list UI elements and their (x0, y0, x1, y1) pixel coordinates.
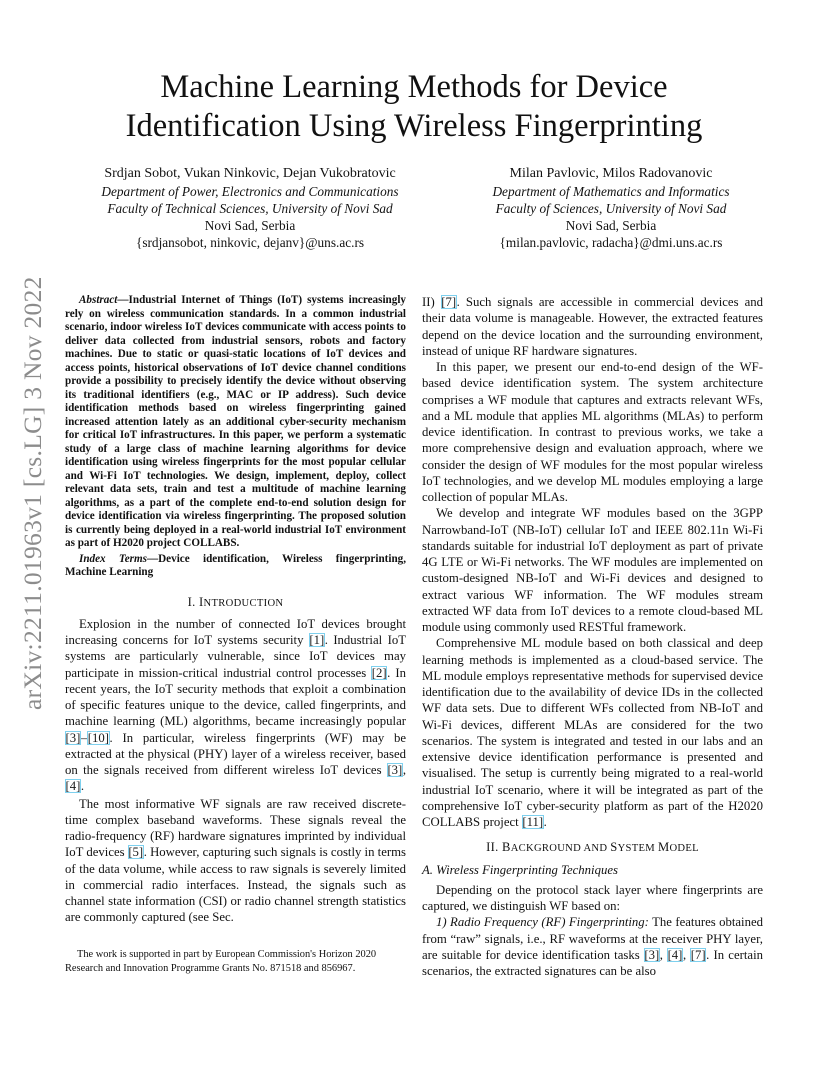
citation-link[interactable]: [1] (309, 633, 325, 647)
subsection-heading: A. Wireless Fingerprinting Techniques (422, 862, 618, 877)
section-heading-background: II. BACKGROUND AND SYSTEM MODEL (486, 840, 699, 855)
title-line-1: Machine Learning Methods for Device (160, 69, 668, 105)
author-faculty: Faculty of Technical Sciences, University of Novi Sad (107, 201, 393, 216)
right-paragraph-5: 1) Radio Frequency (RF) Fingerprinting: The features obtained from “raw” signals, i.e., RF waveforms at the receiver PHY layer, are suitable for device identification tasks [3], [4], [7]. In certain scenarios, the extracted signatures can be also (422, 915, 764, 978)
author-email: {milan.pavlovic, radacha}@dmi.uns.ac.rs (499, 235, 723, 250)
index-terms (65, 553, 406, 580)
intro-paragraph-1: Explosion in the number of connected IoT devices brought increasing concerns for IoT systems security [1]. Industrial IoT systems are particularly vulnerable, since IoT devices may participate in mission-critical industrial control processes [2]. In recent years, the IoT security methods that exploit a combination of specific features unique to the device, called fingerprints, and machine learning (ML) algorithms, became increasingly popular [3]–[10]. In particular, wireless fingerprints (WF) may be extracted at the physical (PHY) layer of a wireless receiver, based on the signals received from different wireless IoT devices [3], [4]. (65, 616, 407, 794)
abstract-text: —Industrial Internet of Things (IoT) systems increasingly rely on wireless communication standards. In a common industrial scenario, indoor wireless IoT devices communicate with access points to deliver data collected from industrial sensors, robots and factory machines. Due to static or quasi-static locations of IoT devices and access points, historical observations of IoT device channel conditions provide a possibility to precisely identify the device without observing its traditional identifiers (e.g., MAC or IP address). Such device identification methods based on wireless fingerprinting gained increased attention lately as an additional cyber-security mechanism for critical IoT infrastructures. In this paper, we perform a systematic study of a large class of machine learning algorithms for device identification using wireless fingerprints for the most popular cellular and Wi-Fi IoT technologies. We design, implement, deploy, collect relevant data sets, train and test a multitude of machine learning algorithms, as a part of the complete end-to-end solution design for device identification via wireless fingerprinting. The proposed solution is currently being deployed in a real-world industrial IoT environment as part of H2020 project COLLABS. (65, 294, 406, 549)
author-names: Milan Pavlovic, Milos Radovanovic (509, 166, 713, 181)
title-line-2: Identification Using Wireless Fingerprinting (125, 108, 703, 144)
left-column (65, 294, 406, 926)
right-paragraph-2: We develop and integrate WF modules based on the 3GPP Narrowband-IoT (NB-IoT) cellular IoT and IEEE 802.11n Wi-Fi standards suitable for industrial IoT deployment as part of private 4G LTE or Wi-Fi networks. The WF modules are implemented on custom-designed NB-IoT and Wi-Fi devices and designed to extract various WF information. The WF modules stream extracted WF data from IoT devices to a remote cloud-based ML module using commonly used RESTful framework. (422, 506, 763, 634)
citation-link[interactable]: [3] (65, 730, 81, 745)
citation-link[interactable]: [5] (128, 845, 144, 860)
author-location: Novi Sad, Serbia (204, 218, 296, 233)
author-block-1 (80, 165, 420, 251)
citation-link[interactable]: [4] (667, 947, 683, 962)
author-department: Department of Power, Electronics and Communications (101, 184, 399, 199)
citation-link[interactable]: [10] (87, 730, 109, 745)
section-heading-introduction: I. INTRODUCTION (187, 594, 284, 609)
author-email: {srdjansobot, ninkovic, dejanv}@uns.ac.rs (135, 235, 365, 250)
citation-link[interactable]: [3] (644, 947, 660, 962)
abstract-lead: Abstract (79, 294, 118, 306)
abstract (65, 294, 406, 551)
author-department: Department of Mathematics and Informatics (492, 184, 730, 199)
author-faculty: Faculty of Sciences, University of Novi Sad (495, 201, 727, 216)
right-paragraph-1: In this paper, we present our end-to-end design of the WF-based device identification system. The system architecture comprises a WF module that captures and extracts relevant WFs, and a ML module that applies ML algorithms (MLAs) to perform device identification. In contrast to previous works, we take a more comprehensive design and evaluation approach, where we consider the design of WF modules for the most popular wireless IoT technologies, and we develop ML modules employing a large collection of popular MLAs. (422, 360, 763, 504)
index-terms-lead: Index Terms (79, 552, 147, 565)
footnote-text: The work is supported in part by European Commission's Horizon 2020 Research and Innovation Programme Grants No. 871518 and 856967. (65, 949, 377, 974)
citation-link[interactable]: [11] (522, 815, 544, 829)
author-block-2 (451, 165, 771, 251)
author-names: Srdjan Sobot, Vukan Ninkovic, Dejan Vukobratovic (104, 166, 396, 181)
index-terms-text: —Device identification, Wireless fingerprinting, Machine Learning (65, 552, 407, 578)
citation-link[interactable]: [2] (371, 665, 387, 680)
paper-title (60, 68, 768, 146)
arxiv-sidebar-stamp: arXiv:2211.01963v1 [cs.LG] 3 Nov 2022 (18, 276, 47, 710)
right-paragraph-3: Comprehensive ML module based on both classical and deep learning methods is implemented as a cloud-based service. The ML module employs representative methods for supervised device identification due to the availability of device IDs in the collected WF data sets. Due to different WFs collected from NB-IoT and Wi-Fi devices, different MLAs are considered for the two scenarios. The system is integrated and tested in our labs and an extensive device identification performance is presented and visualised. The setup is currently being migrated to a real-world industrial IoT scenario, where it will be integrated as part of the comprehensive IoT cyber-security platform as part of the H2020 COLLABS project [11]. (422, 636, 763, 829)
author-location: Novi Sad, Serbia (565, 218, 657, 233)
right-column (422, 294, 763, 979)
citation-link[interactable]: [7] (690, 947, 706, 962)
footnote (65, 948, 405, 975)
citation-link[interactable]: [4] (65, 779, 81, 794)
citation-link[interactable]: [7] (441, 295, 457, 309)
right-paragraph-0: II) [7]. Such signals are accessible in commercial devices and their data volume is manageable. However, the extracted features depend on the device location and the surrounding environment, instead of unique RF hardware signatures. (422, 295, 763, 358)
citation-link[interactable]: [3] (387, 763, 403, 777)
right-paragraph-4: Depending on the protocol stack layer where fingerprints are captured, we distinguish WF based on: (422, 882, 763, 913)
intro-paragraph-2: The most informative WF signals are raw received discrete-time complex baseband waveforms. These signals reveal the radio-frequency (RF) hardware signatures imprinted by individual IoT devices [5]. However, capturing such signals is costly in terms of the data volume, while access to raw signals is severely limited in commercial radio interfaces. Instead, the signals such as channel state information (CSI) or radio channel strength statistics are commonly captured (see Sec. (65, 796, 406, 925)
